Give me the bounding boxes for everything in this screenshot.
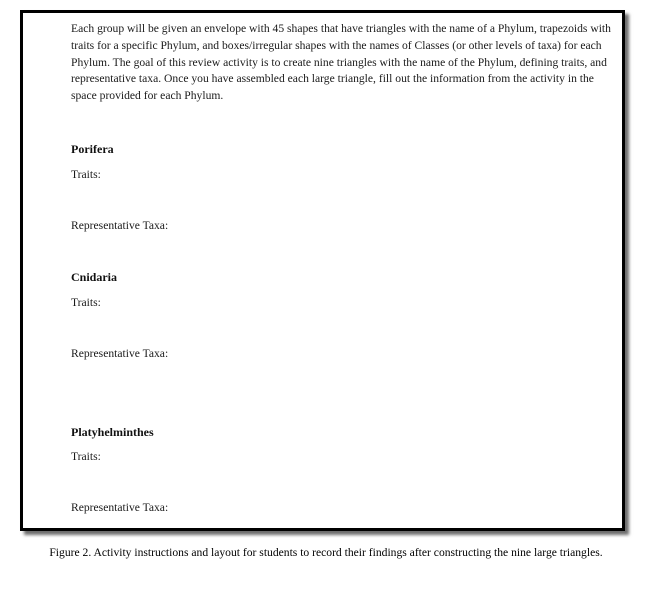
phylum-heading-cnidaria: Cnidaria xyxy=(71,270,118,284)
document-frame xyxy=(20,10,625,531)
traits-label-porifera: Traits: xyxy=(71,168,101,181)
taxa-label-porifera: Representative Taxa: xyxy=(71,219,169,232)
figure-caption: Figure 2. Activity instructions and layout for students to record their findings after constructing the nine large triangles. xyxy=(49,546,603,559)
intro-paragraph: Each group will be given an envelope with 45 shapes that have triangles with the name of a Phylum, trapezoids with traits for a specific Phylum, and boxes/irregular shapes with the names of Classes (or other levels of taxa) for each Phylum. The goal of this review activity is to create nine triangles with the name of the Phylum, defining traits, and representative taxa. Once you have assembled each large triangle, fill out the information from the activity in the space provided for each Phylum. xyxy=(71,22,611,103)
phylum-heading-platyhelminthes: Platyhelminthes xyxy=(71,425,154,439)
taxa-label-cnidaria: Representative Taxa: xyxy=(71,347,169,360)
taxa-label-platyhelminthes: Representative Taxa: xyxy=(71,501,169,514)
phylum-heading-porifera: Porifera xyxy=(71,142,114,156)
traits-label-platyhelminthes: Traits: xyxy=(71,450,101,463)
traits-label-cnidaria: Traits: xyxy=(71,296,101,309)
